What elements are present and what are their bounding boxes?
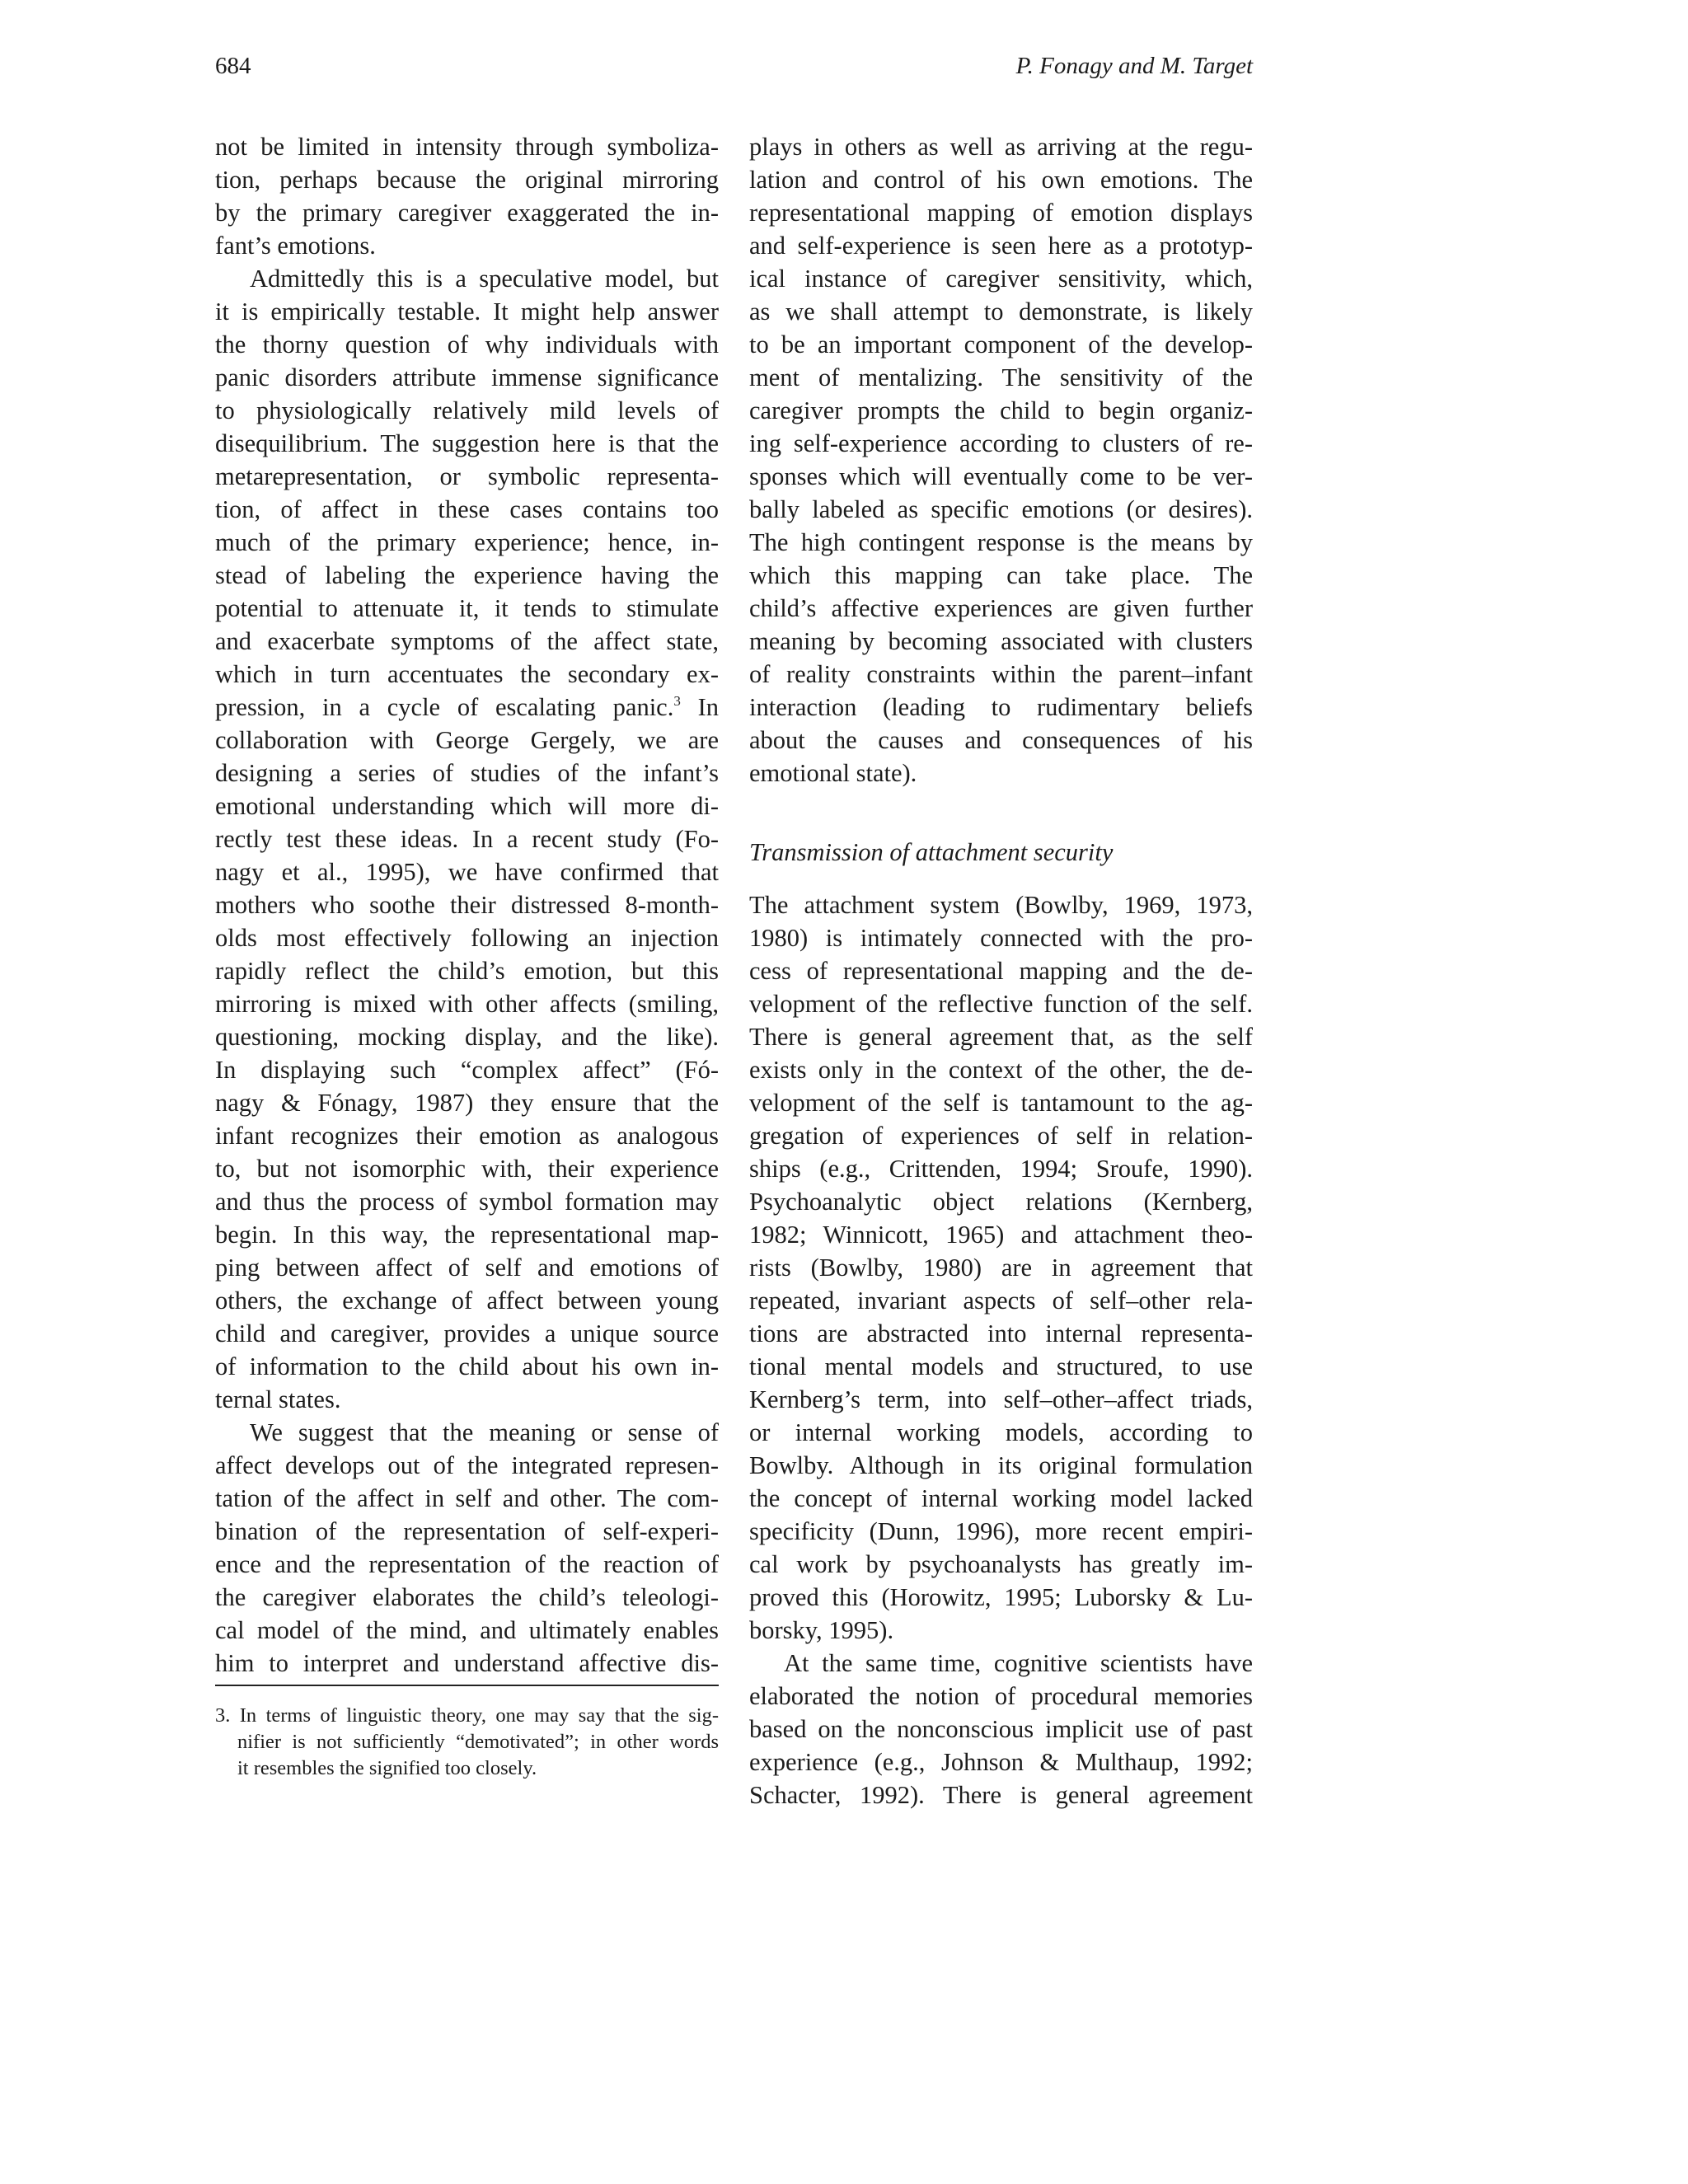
text-line-with-footnote: [215, 691, 719, 724]
text-line: metarepresentation, or symbolic representa-: [215, 462, 719, 490]
text-line: Psychoanalytic object relations (Kernberg,: [749, 1188, 1253, 1216]
text-line: of information to the child about his own in-: [215, 1352, 719, 1380]
text-line: ping between affect of self and emotions of: [215, 1254, 719, 1282]
text-line: tation of the affect in self and other. The com-: [215, 1484, 719, 1512]
text-line: elaborated the notion of procedural memories: [749, 1682, 1253, 1710]
text-line: designing a series of studies of the infant’s: [215, 759, 719, 787]
text-line: exists only in the context of the other, the de-: [749, 1056, 1253, 1084]
text-line: cal work by psychoanalysts has greatly im-: [749, 1550, 1253, 1578]
text-line: We suggest that the meaning or sense of: [250, 1418, 719, 1446]
text-line: questioning, mocking display, and the like).: [215, 1023, 719, 1051]
text-line: to be an important component of the develop-: [749, 330, 1253, 359]
text-line: The high contingent response is the means by: [749, 528, 1253, 556]
text-line: him to interpret and understand affective dis-: [215, 1649, 719, 1677]
text-line: rapidly reflect the child’s emotion, but this: [215, 957, 719, 985]
text-line: potential to attenuate it, it tends to stimulate: [215, 594, 719, 622]
text-line: begin. In this way, the representational map-: [215, 1221, 719, 1249]
text-line: rectly test these ideas. In a recent study (Fo-: [215, 825, 719, 853]
text-line: velopment of the self is tantamount to the ag-: [749, 1089, 1253, 1117]
text-line: sponses which will eventually come to be ver-: [749, 462, 1253, 490]
section-heading: Transmission of attachment security: [749, 838, 1114, 866]
text-line: the thorny question of why individuals with: [215, 330, 719, 359]
text-line: nagy et al., 1995), we have confirmed that: [215, 858, 719, 886]
text-line: The attachment system (Bowlby, 1969, 1973,: [749, 891, 1253, 919]
text-line: velopment of the reflective function of the self.: [749, 990, 1253, 1018]
text-line-end: In: [680, 693, 719, 721]
text-line: not be limited in intensity through symboliza-: [215, 133, 719, 161]
text-line: by the primary caregiver exaggerated the in-: [215, 199, 719, 227]
text-line: ical instance of caregiver sensitivity, which,: [749, 265, 1253, 293]
text-line: Admittedly this is a speculative model, but: [250, 265, 719, 293]
text-line: collaboration with George Gergely, we are: [215, 726, 719, 754]
spacer: [749, 790, 1253, 836]
text-line: affect develops out of the integrated represen-: [215, 1451, 719, 1479]
text-line: cal model of the mind, and ultimately enables: [215, 1616, 719, 1644]
text-line: 1982; Winnicott, 1965) and attachment theo-: [749, 1221, 1253, 1249]
text-line: tion, perhaps because the original mirroring: [215, 166, 719, 194]
text-line: and thus the process of symbol formation may: [215, 1188, 719, 1216]
text-line: much of the primary experience; hence, in-: [215, 528, 719, 556]
text-line: There is general agreement that, as the self: [749, 1023, 1253, 1051]
text-line: Kernberg’s term, into self–other–affect triads,: [749, 1385, 1253, 1413]
footnote-line: nifier is not sufficiently “demotivated”; in other words: [237, 1731, 719, 1753]
text-line: interaction (leading to rudimentary beliefs: [749, 693, 1253, 721]
text-line: In displaying such “complex affect” (Fó-: [215, 1056, 719, 1084]
text-line: about the causes and consequences of his: [749, 726, 1253, 754]
text-line: experience (e.g., Johnson & Multhaup, 1992;: [749, 1748, 1253, 1776]
text-line: At the same time, cognitive scientists have: [784, 1649, 1253, 1677]
text-line: specificity (Dunn, 1996), more recent empiri-: [749, 1517, 1253, 1545]
text-line: rists (Bowlby, 1980) are in agreement that: [749, 1254, 1253, 1282]
text-line: which this mapping can take place. The: [749, 561, 1253, 589]
footnote: [215, 1703, 719, 1782]
page-number: 684: [215, 53, 251, 79]
text-line: ships (e.g., Crittenden, 1994; Sroufe, 1990).: [749, 1155, 1253, 1183]
text-line: others, the exchange of affect between young: [215, 1286, 719, 1315]
text-line: meaning by becoming associated with clusters: [749, 627, 1253, 655]
text-line: nagy & Fónagy, 1987) they ensure that the: [215, 1089, 719, 1117]
text-line: ment of mentalizing. The sensitivity of the: [749, 363, 1253, 391]
text-line: Bowlby. Although in its original formulation: [749, 1451, 1253, 1479]
text-line: tional mental models and structured, to use: [749, 1352, 1253, 1380]
text-line: tion, of affect in these cases contains too: [215, 495, 719, 523]
text-line: bally labeled as specific emotions (or desires).: [749, 495, 1253, 523]
text-line: infant recognizes their emotion as analogous: [215, 1122, 719, 1150]
text-line: which in turn accentuates the secondary ex-: [215, 660, 719, 688]
text-line: cess of representational mapping and the de-: [749, 957, 1253, 985]
text-line: emotional state).: [749, 759, 917, 787]
text-line: to physiologically relatively mild levels of: [215, 396, 719, 424]
text-line: child’s affective experiences are given further: [749, 594, 1253, 622]
text-line: mirroring is mixed with other affects (smiling,: [215, 990, 719, 1018]
text-line: ence and the representation of the reaction of: [215, 1550, 719, 1578]
text-line: child and caregiver, provides a unique source: [215, 1319, 719, 1347]
text-line: or internal working models, according to: [749, 1418, 1253, 1446]
text-line: Schacter, 1992). There is general agreement: [749, 1781, 1253, 1809]
text-line: to, but not isomorphic with, their experience: [215, 1155, 719, 1183]
text-line: disequilibrium. The suggestion here is that the: [215, 429, 719, 457]
text-line: lation and control of his own emotions. The: [749, 166, 1253, 194]
right-column: [749, 130, 1253, 1811]
text-line: olds most effectively following an injection: [215, 924, 719, 952]
text-line: based on the nonconscious implicit use of past: [749, 1715, 1253, 1743]
footnote-divider: [215, 1685, 719, 1686]
text-line: emotional understanding which will more di-: [215, 792, 719, 820]
text-line: repeated, invariant aspects of self–other rela-: [749, 1286, 1253, 1315]
page-header: [215, 49, 1253, 86]
footnote-line: 3. In terms of linguistic theory, one may say that the sig-: [215, 1704, 719, 1727]
text-line: the caregiver elaborates the child’s teleologi-: [215, 1583, 719, 1611]
text-line: 1980) is intimately connected with the pro-: [749, 924, 1253, 952]
text-line: representational mapping of emotion displays: [749, 199, 1253, 227]
text-line: tions are abstracted into internal representa-: [749, 1319, 1253, 1347]
text-line: stead of labeling the experience having the: [215, 561, 719, 589]
text-line: plays in others as well as arriving at the regu-: [749, 133, 1253, 161]
text-line: and self-experience is seen here as a prototyp-: [749, 232, 1253, 260]
left-column: [215, 130, 719, 1680]
text-line: and exacerbate symptoms of the affect state,: [215, 627, 719, 655]
text-line: panic disorders attribute immense significance: [215, 363, 719, 391]
text-line: bination of the representation of self-experi-: [215, 1517, 719, 1545]
text-line: fant’s emotions.: [215, 232, 376, 260]
footnote-line: it resembles the signified too closely.: [237, 1757, 537, 1779]
text-line: proved this (Horowitz, 1995; Luborsky & Lu-: [749, 1583, 1253, 1611]
text-line: as we shall attempt to demonstrate, is likely: [749, 298, 1253, 326]
text-line: gregation of experiences of self in relation-: [749, 1122, 1253, 1150]
text-line: caregiver prompts the child to begin organiz-: [749, 396, 1253, 424]
text-line-start: pression, in a cycle of escalating panic.: [215, 693, 674, 721]
text-line: the concept of internal working model lacked: [749, 1484, 1253, 1512]
text-line: borsky, 1995).: [749, 1616, 894, 1644]
text-line: mothers who soothe their distressed 8-month-: [215, 891, 719, 919]
spacer: [749, 869, 1253, 888]
text-line: of reality constraints within the parent–infant: [749, 660, 1253, 688]
text-line: it is empirically testable. It might help answer: [215, 298, 719, 326]
footnote-marker[interactable]: 3: [673, 693, 681, 709]
text-line: ternal states.: [215, 1385, 341, 1413]
running-head: P. Fonagy and M. Target: [1015, 53, 1253, 79]
text-line: ing self-experience according to clusters of re-: [749, 429, 1253, 457]
